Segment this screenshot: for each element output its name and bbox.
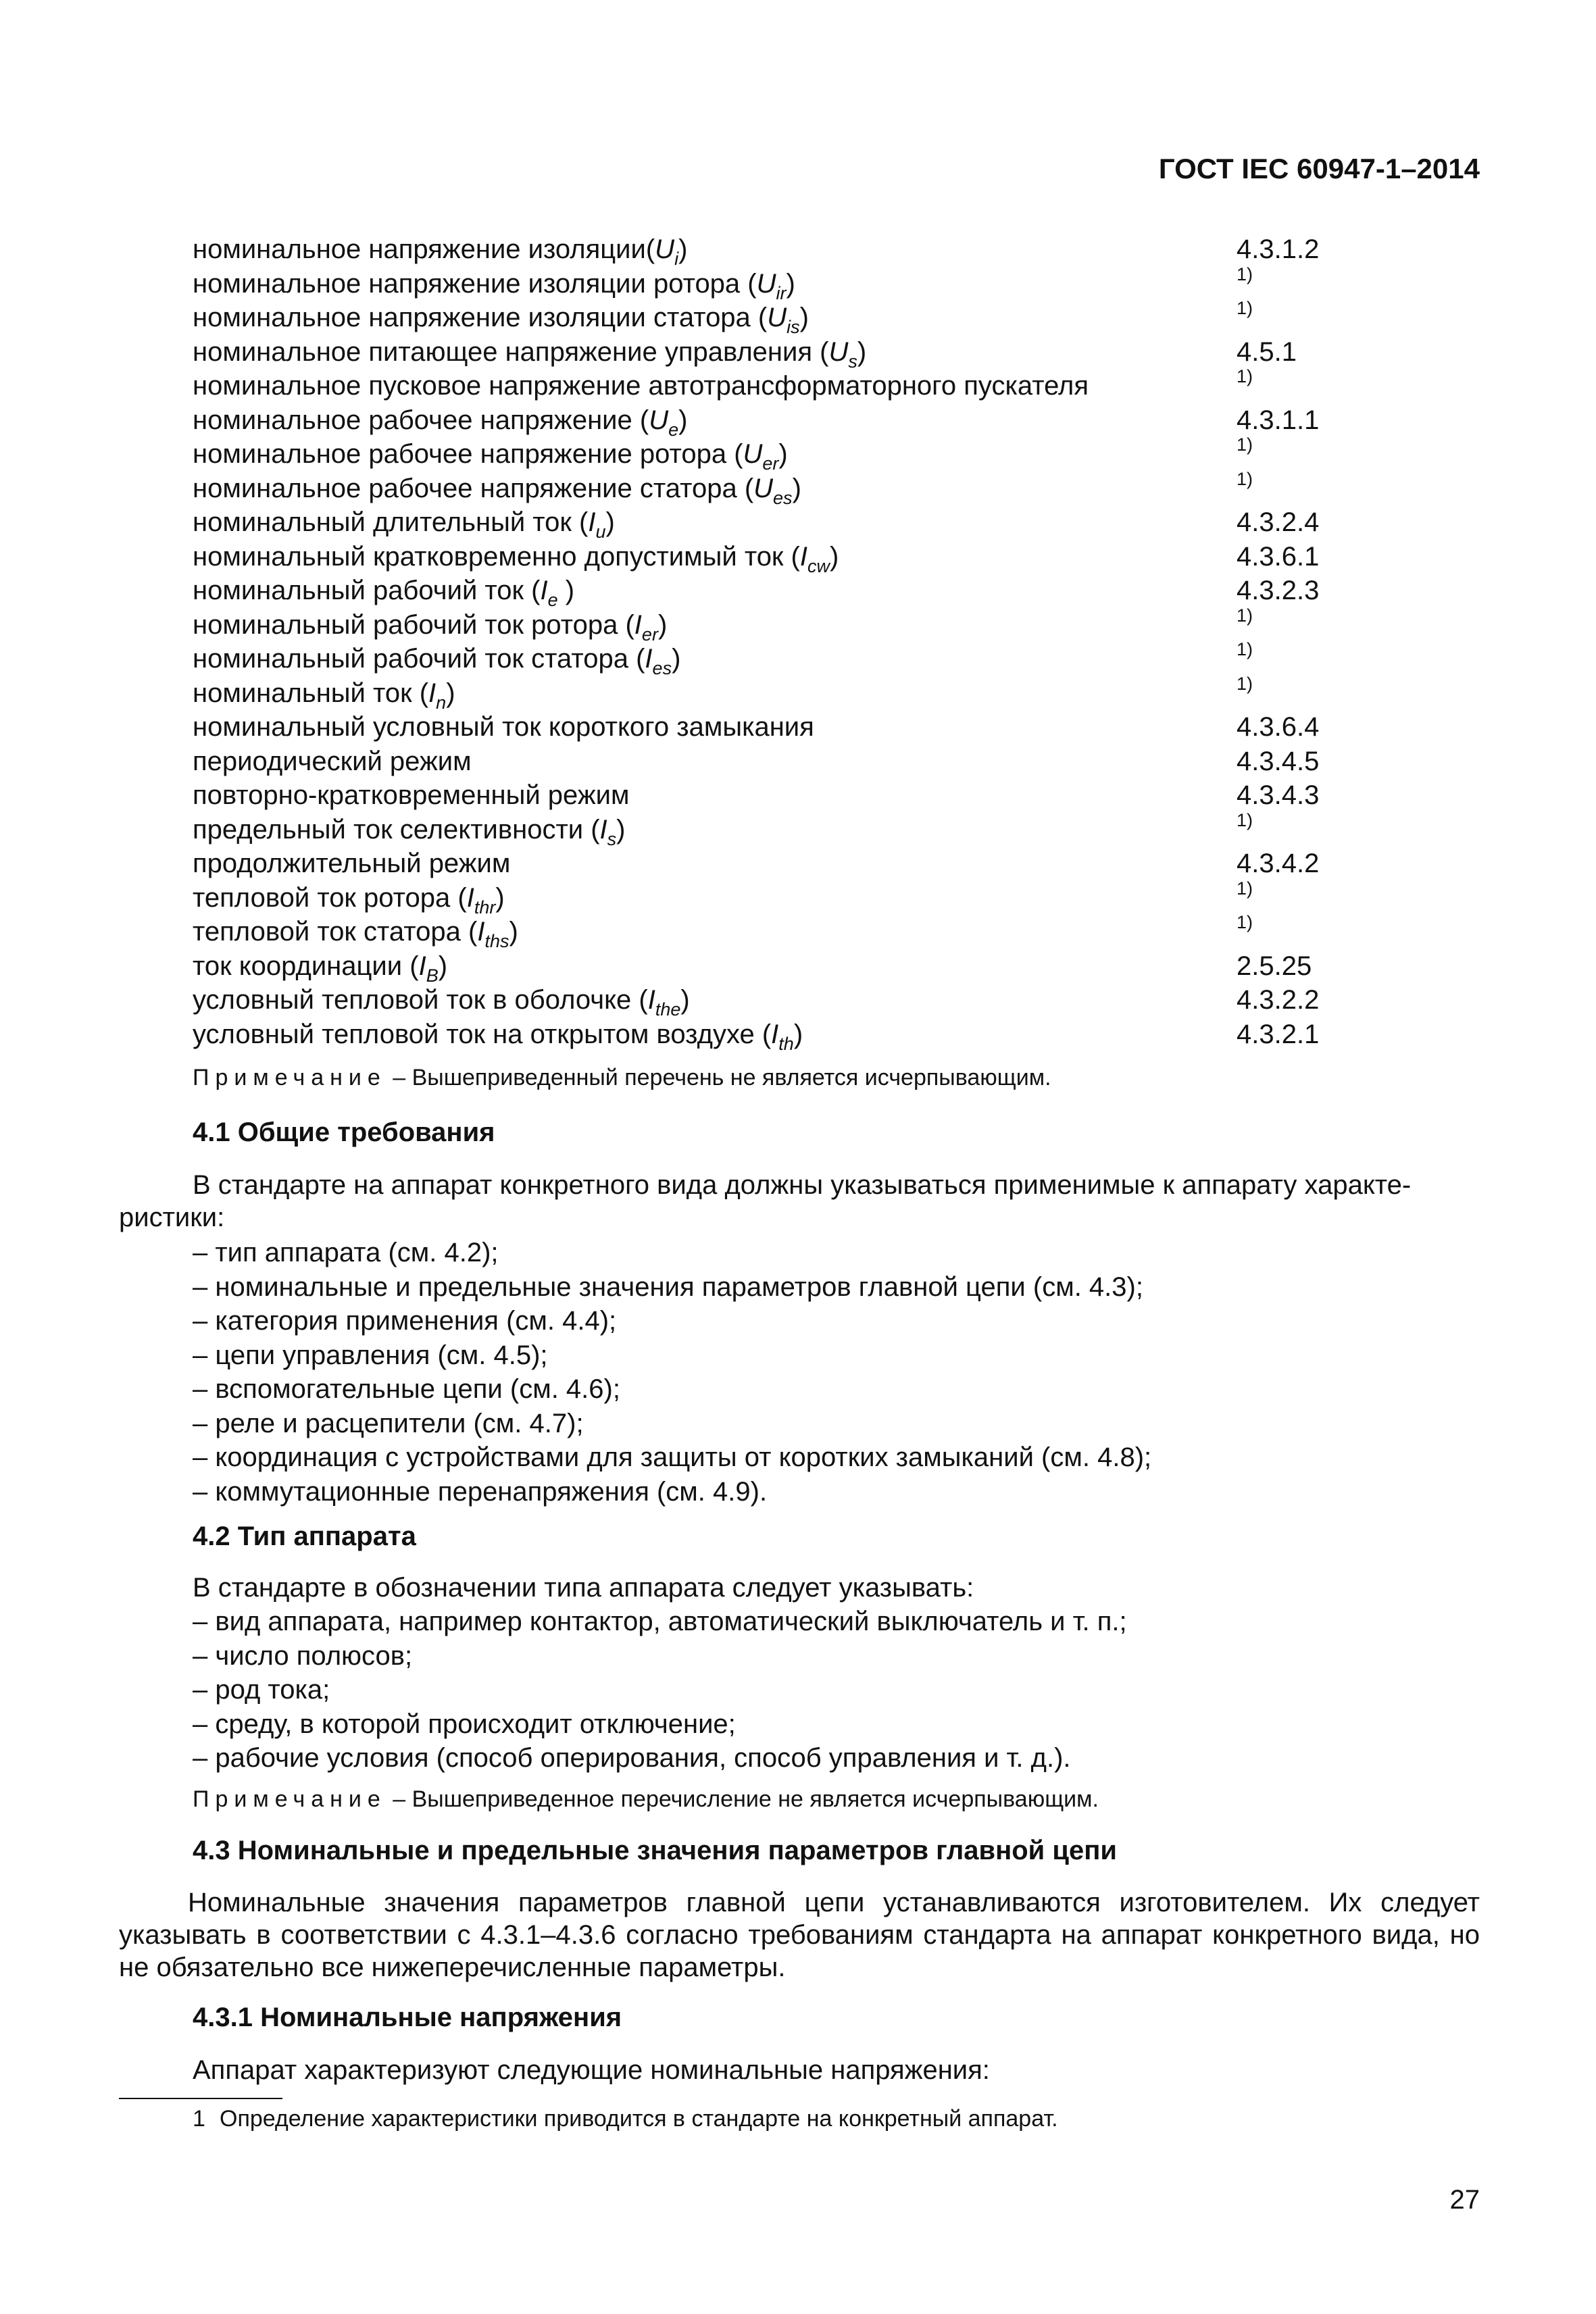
term-row bbox=[193, 639, 1345, 678]
footnote-separator bbox=[119, 2098, 282, 2099]
intro-line: ристики: bbox=[119, 1203, 225, 1232]
term-symbol-subscript: e bbox=[547, 590, 558, 610]
term-name: условный тепловой ток на открытом воздухе $(I_{th})$ bbox=[193, 1019, 803, 1054]
term-name: номинальное напряжение изоляции ротора $(U_{ir})$ bbox=[193, 268, 795, 303]
term-row bbox=[193, 434, 1345, 474]
term-footnote-ref: 1) bbox=[1237, 878, 1253, 899]
term-name: условный тепловой ток в оболочке $(I_{the})$ bbox=[193, 985, 690, 1020]
term-symbol-subscript: is bbox=[787, 317, 800, 337]
term-row bbox=[193, 540, 1345, 575]
term-symbol: U bbox=[743, 439, 763, 469]
page-number: 27 bbox=[1449, 2185, 1480, 2215]
section-4-1-intro bbox=[119, 1169, 1480, 1234]
term-symbol: I bbox=[477, 917, 485, 947]
term-symbol: I bbox=[428, 678, 437, 708]
footnote-mark: 1 bbox=[193, 2106, 205, 2132]
term-clause-ref: 4.3.2.4 bbox=[1237, 507, 1320, 537]
term-name: номинальный рабочий ток ($I_e$ ) bbox=[193, 576, 575, 610]
terms-index-list bbox=[193, 233, 1345, 1052]
term-name: предельный ток селективности $(I_s)$ bbox=[193, 814, 626, 849]
term-symbol: I bbox=[466, 882, 474, 913]
footnote-text: Определение характеристики приводится в стандарте на конкретный аппарат. bbox=[220, 2106, 1058, 2132]
intro-line: В стандарте на аппарат конкретного вида должны указываться применимые к аппарату характе- bbox=[193, 1170, 1412, 1200]
term-row bbox=[193, 779, 1345, 813]
term-row bbox=[193, 984, 1345, 1018]
list-item: – реле и расцепители (см. 4.7); bbox=[193, 1408, 584, 1438]
term-row bbox=[193, 574, 1345, 609]
section-4-2-heading: 4.2 Тип аппарата bbox=[193, 1521, 416, 1551]
term-clause-ref: 4.5.1 bbox=[1237, 336, 1297, 367]
term-row bbox=[193, 233, 1345, 268]
term-clause-ref: 4.3.4.5 bbox=[1237, 746, 1320, 776]
term-name: номинальный длительный ток $(I_u)$ bbox=[193, 507, 615, 542]
term-name: номинальное рабочее напряжение статора $(U_{es})$ bbox=[193, 473, 801, 508]
term-symbol: U bbox=[828, 336, 849, 367]
list-item: – коммутационные перенапряжения (см. 4.9). bbox=[193, 1476, 768, 1507]
list-item: – цепи управления (см. 4.5); bbox=[193, 1340, 548, 1370]
term-row bbox=[193, 878, 1345, 917]
term-symbol-subscript: i bbox=[674, 249, 679, 269]
list-item: – номинальные и предельные значения параметров главной цепи (см. 4.3); bbox=[193, 1272, 1143, 1302]
term-symbol-subscript: e bbox=[668, 419, 679, 440]
term-row bbox=[193, 950, 1345, 984]
term-name: номинальное пусковое напряжение автотрансформаторного пускателя bbox=[193, 371, 1089, 401]
term-footnote-ref: 1) bbox=[1237, 912, 1253, 932]
term-symbol-subscript: s bbox=[848, 351, 857, 372]
term-row bbox=[193, 263, 1345, 303]
term-row bbox=[193, 468, 1345, 508]
term-clause-ref: 4.3.4.3 bbox=[1237, 780, 1320, 810]
term-clause-ref: 4.3.2.2 bbox=[1237, 985, 1320, 1015]
term-name: номинальное рабочее напряжение ротора $(U_{er})$ bbox=[193, 439, 788, 474]
term-symbol: U bbox=[756, 268, 776, 299]
term-symbol: I bbox=[540, 576, 548, 605]
note-text: – Вышеприведенное перечисление не является исчерпывающим. bbox=[386, 1786, 1099, 1812]
term-name: периодический режим bbox=[193, 746, 472, 776]
term-footnote-ref: 1) bbox=[1237, 366, 1253, 386]
note-enumeration-not-exhaustive bbox=[193, 1786, 1099, 1813]
term-symbol-subscript: cw bbox=[807, 555, 830, 576]
term-name: повторно-кратковременный режим bbox=[193, 780, 630, 810]
term-row bbox=[193, 336, 1345, 370]
term-symbol-subscript: er bbox=[762, 453, 779, 474]
term-name: номинальный условный ток короткого замыкания bbox=[193, 712, 814, 742]
term-row bbox=[193, 404, 1345, 438]
term-symbol-subscript: th bbox=[778, 1033, 794, 1054]
term-symbol-subscript: ir bbox=[776, 282, 787, 303]
footnote bbox=[193, 2105, 1058, 2133]
term-symbol: I bbox=[645, 644, 653, 674]
term-clause-ref: 4.3.1.2 bbox=[1237, 234, 1320, 264]
term-symbol-subscript: es bbox=[773, 487, 793, 508]
list-item: – рабочие условия (способ оперирования, способ управления и т. д.). bbox=[193, 1743, 1071, 1773]
term-row bbox=[193, 366, 1345, 404]
term-footnote-ref: 1) bbox=[1237, 434, 1253, 455]
section-4-2-intro: В стандарте в обозначении типа аппарата следует указывать: bbox=[193, 1573, 974, 1603]
section-4-1-list bbox=[193, 1236, 1151, 1509]
term-clause-ref: 2.5.25 bbox=[1237, 951, 1312, 981]
term-symbol: U bbox=[655, 234, 675, 264]
section-4-3-heading: 4.3 Номинальные и предельные значения параметров главной цепи bbox=[193, 1836, 1117, 1865]
term-row bbox=[193, 809, 1345, 849]
term-symbol: I bbox=[799, 541, 807, 572]
term-symbol-subscript: ths bbox=[484, 931, 509, 951]
section-4-3-paragraph: Номинальные значения параметров главной цепи устанавливаются изготовителем. Их следует указывать в соответствии с 4.3.1–4.3.6 согласно требованиям стандарта на аппарат конкретного вида, но не обязательно все нижеперечисленные параметры. bbox=[119, 1888, 1480, 1982]
term-name: тепловой ток ротора $(I_{thr})$ bbox=[193, 882, 505, 917]
note-text: – Вышеприведенный перечень не является исчерпывающим. bbox=[386, 1065, 1051, 1090]
term-symbol: U bbox=[753, 473, 774, 503]
document-designation: ГОСТ IEC 60947-1–2014 bbox=[1158, 153, 1480, 184]
term-symbol-subscript: n bbox=[436, 692, 447, 713]
section-4-3-1-text: Аппарат характеризуют следующие номинальные напряжения: bbox=[193, 2055, 990, 2085]
term-footnote-ref: 1) bbox=[1237, 263, 1253, 284]
term-clause-ref: 4.3.6.4 bbox=[1237, 712, 1320, 742]
section-4-3-1-heading: 4.3.1 Номинальные напряжения bbox=[193, 2003, 622, 2032]
list-item: – вспомогательные цепи (см. 4.6); bbox=[193, 1374, 620, 1404]
term-row bbox=[193, 1018, 1345, 1053]
term-name: номинальное рабочее напряжение $(U_e)$ bbox=[193, 405, 688, 440]
term-symbol-subscript: es bbox=[652, 658, 672, 678]
list-item: – род тока; bbox=[193, 1675, 330, 1705]
term-symbol: I bbox=[599, 814, 607, 845]
section-4-1-heading: 4.1 Общие требования bbox=[193, 1117, 495, 1147]
term-symbol-subscript: the bbox=[655, 999, 681, 1020]
term-symbol: U bbox=[649, 405, 669, 435]
term-footnote-ref: 1) bbox=[1237, 468, 1253, 489]
list-item: – вид аппарата, например контактор, автоматический выключатель и т. п.; bbox=[193, 1607, 1127, 1636]
list-item: – категория применения (см. 4.4); bbox=[193, 1306, 617, 1336]
term-row bbox=[193, 745, 1345, 780]
note-label: Примечание bbox=[193, 1786, 386, 1812]
term-name: номинальное напряжение изоляции статора $(U_{is})$ bbox=[193, 303, 809, 337]
note-label: Примечание bbox=[193, 1065, 386, 1090]
term-name: номинальный ток $(I_n)$ bbox=[193, 678, 455, 713]
term-footnote-ref: 1) bbox=[1237, 809, 1253, 830]
term-row bbox=[193, 912, 1345, 951]
term-name: номинальное напряжение $изоляции(U_i)$ bbox=[193, 234, 688, 269]
term-row bbox=[193, 711, 1345, 745]
term-clause-ref: 4.3.1.1 bbox=[1237, 405, 1320, 435]
term-name: номинальный кратковременно допустимый ток $(I_{cw})$ bbox=[193, 541, 839, 576]
list-item: – тип аппарата (см. 4.2); bbox=[193, 1238, 499, 1267]
term-footnote-ref: 1) bbox=[1237, 673, 1253, 694]
term-symbol: I bbox=[418, 951, 426, 981]
term-symbol-subscript: thr bbox=[474, 897, 496, 917]
term-clause-ref: 4.3.6.1 bbox=[1237, 541, 1320, 572]
term-row bbox=[193, 506, 1345, 540]
term-clause-ref: 4.3.4.2 bbox=[1237, 849, 1320, 878]
term-name: продолжительный режим bbox=[193, 849, 511, 878]
term-name: тепловой ток статора $(I_{ths})$ bbox=[193, 917, 518, 951]
term-symbol-subscript: er bbox=[641, 624, 658, 645]
term-footnote-ref: 1) bbox=[1237, 639, 1253, 659]
term-symbol: I bbox=[588, 507, 596, 537]
term-symbol-subscript: s bbox=[607, 828, 617, 849]
section-4-2-list bbox=[193, 1605, 1127, 1776]
term-clause-ref: 4.3.2.1 bbox=[1237, 1019, 1320, 1049]
term-name: ток координации $(I_B)$ bbox=[193, 951, 448, 986]
term-clause-ref: 4.3.2.3 bbox=[1237, 576, 1320, 605]
term-symbol: I bbox=[647, 985, 655, 1015]
term-symbol: I bbox=[634, 609, 642, 640]
term-row bbox=[193, 298, 1345, 337]
note-list-not-exhaustive bbox=[193, 1064, 1051, 1092]
term-symbol-subscript: B bbox=[426, 965, 439, 986]
term-row bbox=[193, 673, 1345, 713]
list-item: – координация с устройствами для защиты от коротких замыканий (см. 4.8); bbox=[193, 1442, 1152, 1472]
term-footnote-ref: 1) bbox=[1237, 298, 1253, 318]
term-symbol: U bbox=[767, 303, 787, 332]
term-name: номинальный рабочий ток ротора $(I_{er})$ bbox=[193, 609, 668, 645]
term-symbol-subscript: u bbox=[595, 522, 606, 542]
term-row bbox=[193, 605, 1345, 645]
list-item: – среду, в которой происходит отключение; bbox=[193, 1709, 736, 1739]
term-row bbox=[193, 847, 1345, 882]
term-symbol: I bbox=[771, 1019, 779, 1049]
list-item: – число полюсов; bbox=[193, 1640, 413, 1671]
term-name: номинальный рабочий ток статора $(I_{es})$ bbox=[193, 644, 681, 678]
term-footnote-ref: 1) bbox=[1237, 605, 1253, 626]
term-name: номинальное питающее напряжение управления $(U_s)$ bbox=[193, 336, 867, 372]
